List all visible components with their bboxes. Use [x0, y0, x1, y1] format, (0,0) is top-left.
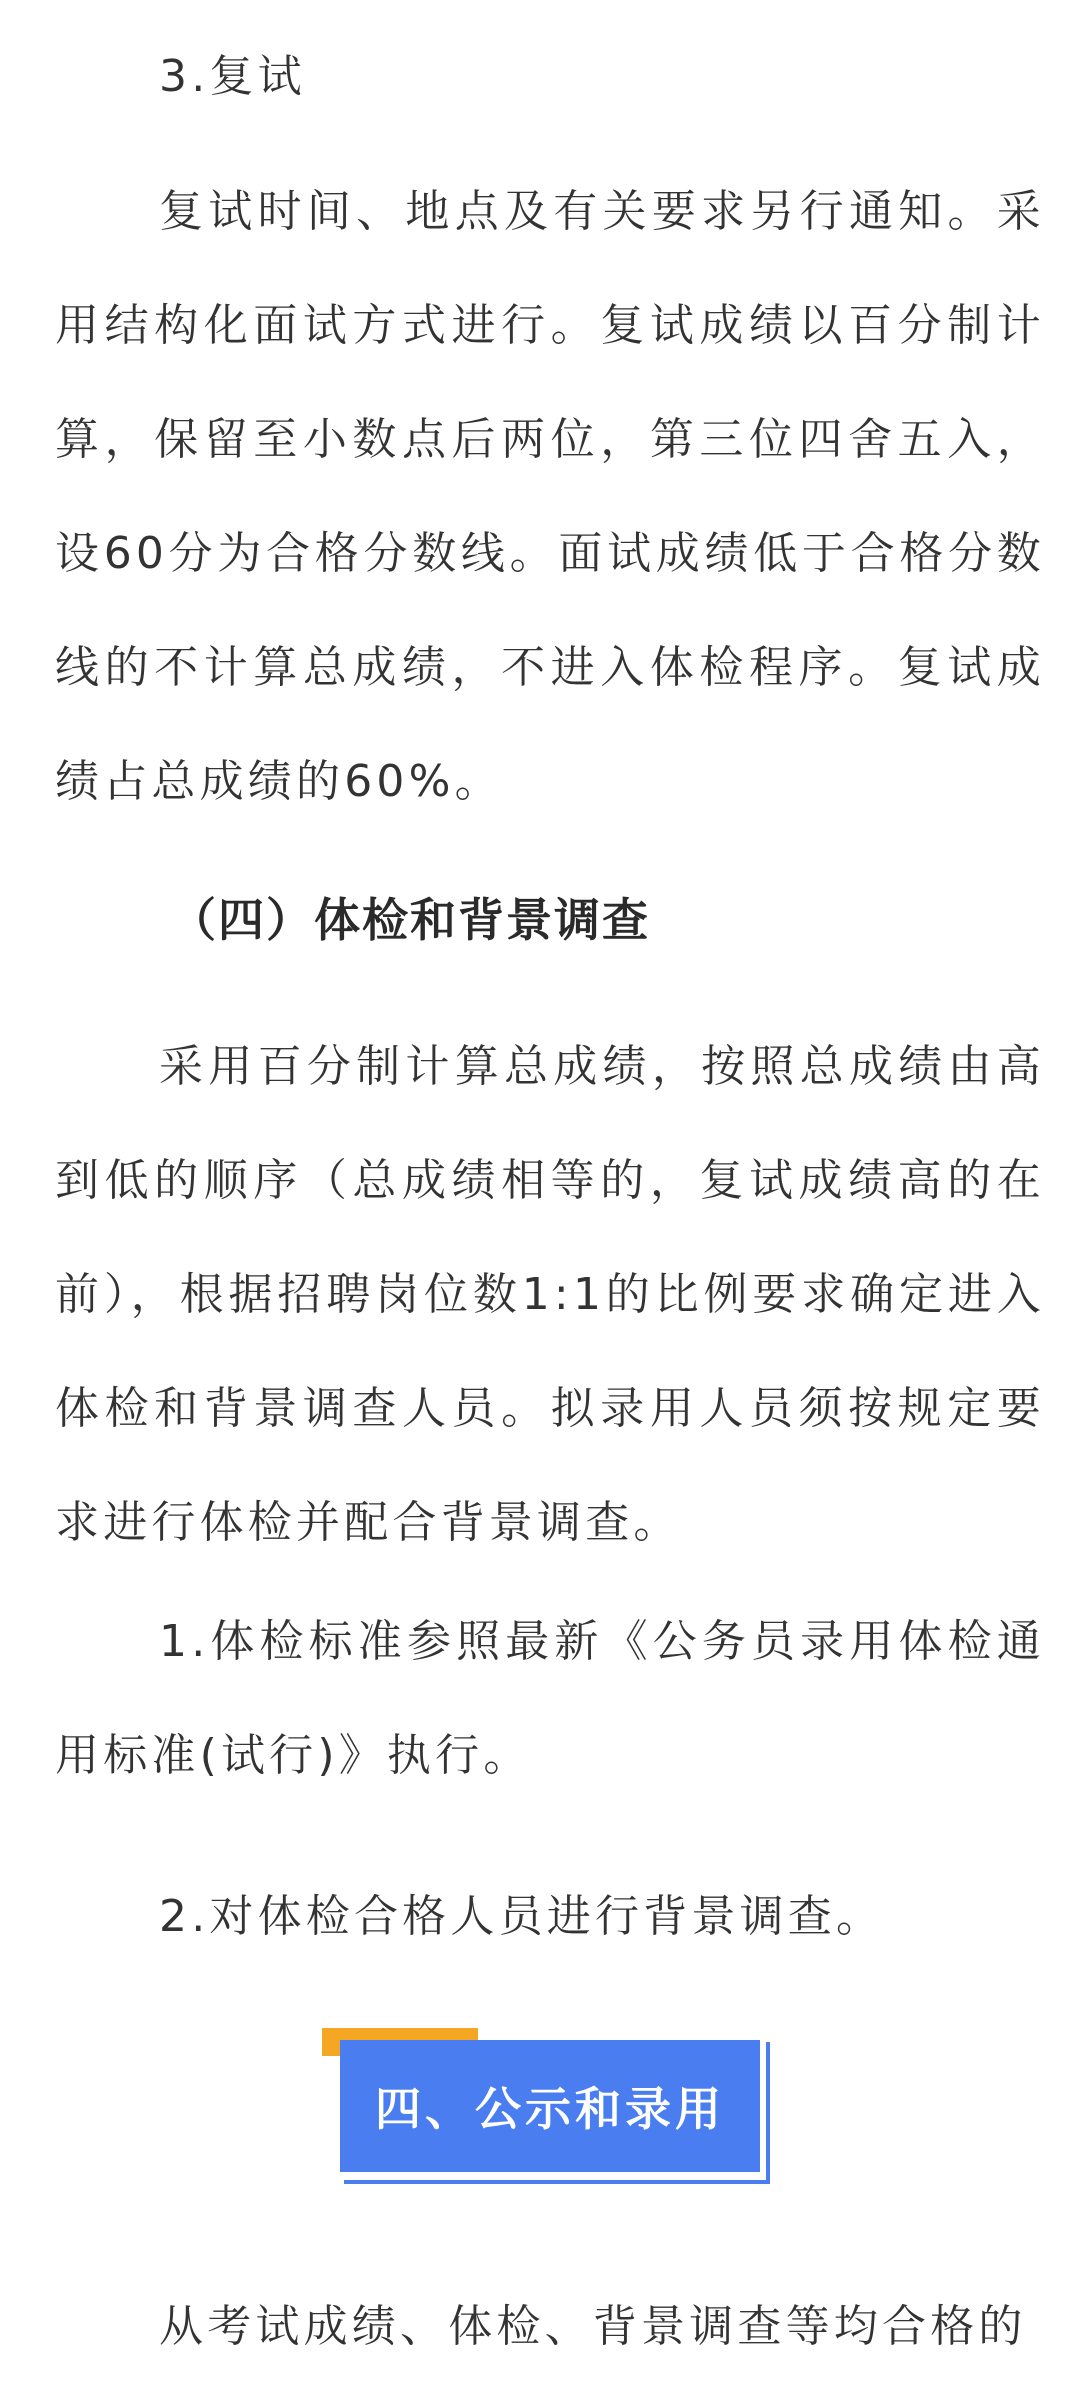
final-paragraph: 从考试成绩、体检、背景调查等均合格的 — [159, 2301, 1027, 2352]
item-1: 1.体检标准参照最新《公务员录用体检通用标准(试行)》执行。 — [55, 1616, 1045, 1781]
section4-subheading: （四）体检和背景调查 — [170, 893, 650, 947]
sub3-title: 3.复试 — [159, 51, 306, 102]
section-heading-text: 四、公示和录用 — [375, 2082, 725, 2136]
item-2: 2.对体检合格人员进行背景调查。 — [159, 1891, 885, 1942]
sub3-body: 复试时间、地点及有关要求另行通知。采用结构化面试方式进行。复试成绩以百分制计算，保留至小数点后两位，第三位四舍五入，设60分为合格分数线。面试成绩低于合格分数线的不计算总成绩，不进入体检程序。复试成绩占总成绩的60%。 — [55, 186, 1045, 807]
section-heading-badge — [322, 2016, 772, 2190]
badge-box — [340, 2040, 760, 2172]
section4-body: 采用百分制计算总成绩，按照总成绩由高到低的顺序（总成绩相等的，复试成绩高的在前），根据招聘岗位数1:1的比例要求确定进入体检和背景调查人员。拟录用人员须按规定要求进行体检并配合背景调查。 — [55, 1041, 1045, 1548]
